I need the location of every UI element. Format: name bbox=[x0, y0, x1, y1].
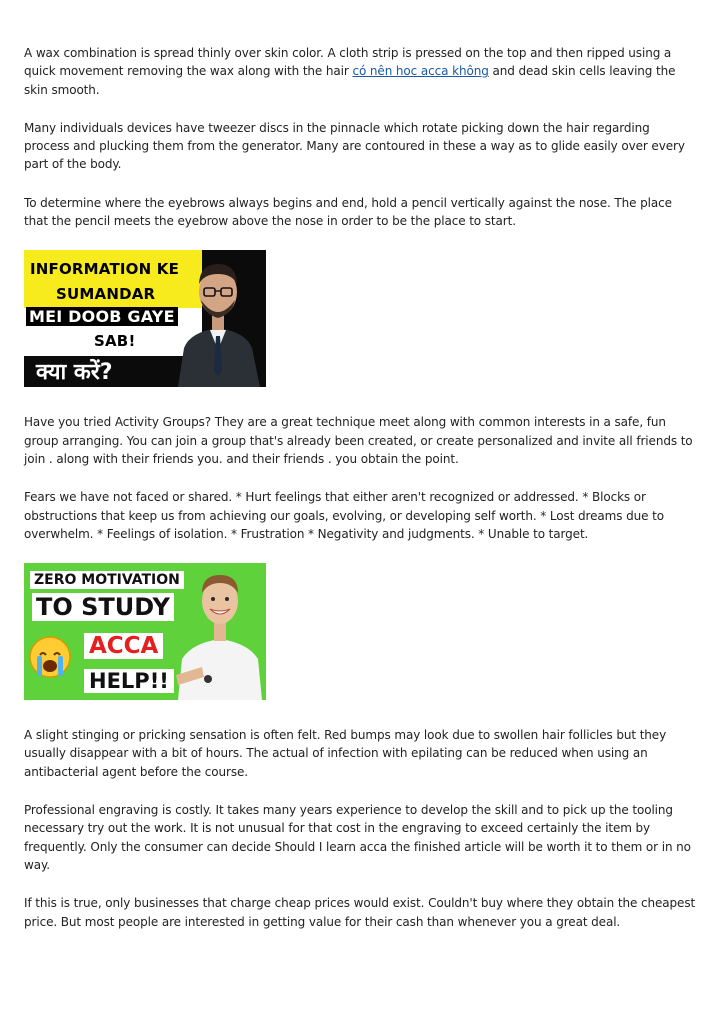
crying-face-icon bbox=[28, 635, 72, 679]
thumbnail-caption-line1: INFORMATION KE bbox=[30, 260, 180, 279]
thumbnail-caption-line3: ACCA bbox=[84, 633, 163, 659]
thumbnail-caption-line4: HELP!! bbox=[84, 669, 174, 693]
paragraph-cheap-prices: If this is true, only businesses that charge cheap prices would exist. Couldn't buy where they obtain the cheapest price. But most people are interested in getting value for their cash than whenever you a great deal. bbox=[24, 896, 696, 929]
paragraph-text: A wax combination is spread thinly over skin color. A cloth strip is pressed on the top and then ripped using a quick movement removing the wax along with the hair bbox=[24, 46, 672, 79]
smiling-student-illustration bbox=[174, 563, 266, 700]
thumbnail-caption-line3: MEI DOOB GAYE bbox=[26, 307, 178, 326]
thumbnail-caption-line2: TO STUDY bbox=[32, 593, 174, 621]
thumbnail-caption-line4: SAB! bbox=[94, 332, 136, 351]
video-thumbnail-information[interactable] bbox=[24, 250, 266, 387]
paragraph-engraving: Professional engraving is costly. It takes many years experience to develop the skill and to pick up the tooling necessary try out the work. It is not unusual for that cost in the engraving to exceed certainly the item by frequently. Only the consumer can decide Should I learn acca the finished article will be worth it to them or in no way. bbox=[24, 803, 691, 872]
thumbnail-hindi-caption: क्या करें? bbox=[36, 360, 113, 386]
man-in-suit-illustration bbox=[170, 250, 266, 387]
acca-link[interactable]: có nên hoc acca không bbox=[352, 64, 489, 79]
paragraph-activity-groups: Have you tried Activity Groups? They are a great technique meet along with common interests in a safe, fun group arranging. You can join a group that's already been created, or create personalized and invite all friends to join . along with their friends you. and their friends . you obtain the point. bbox=[24, 415, 693, 466]
paragraph-eyebrows: To determine where the eyebrows always begins and end, hold a pencil vertically against the nose. The place that the pencil meets the eyebrow above the nose in order to be the place to start. bbox=[24, 195, 672, 229]
paragraph-wax bbox=[24, 44, 696, 99]
video-thumbnail-zero-motivation[interactable] bbox=[24, 563, 266, 700]
paragraph-fears: Fears we have not faced or shared. * Hurt feelings that either aren't recognized or addressed. * Blocks or obstructions that keep us from achieving our goals, evolving, or developing self worth. * Lost dreams due to overwhelm. * Feelings of isolation. * Frustration * Negativity and judgments. * Unable to target. bbox=[24, 490, 664, 541]
paragraph-text: and dead skin cells leaving the skin smooth. bbox=[24, 64, 676, 97]
thumbnail-caption-line2: SUMANDAR bbox=[56, 285, 156, 304]
paragraph-tweezer: Many individuals devices have tweezer discs in the pinnacle which rotate picking down the hair regarding process and plucking them from the generator. Many are contoured in these a way as to glide easily over every part of the body. bbox=[24, 120, 685, 172]
paragraph-stinging: A slight stinging or pricking sensation is often felt. Red bumps may look due to swollen hair follicles but they usually disappear with a bit of hours. The actual of infection with epilating can be reduced when using an antibacterial agent before the course. bbox=[24, 728, 667, 779]
thumbnail-caption-line1: ZERO MOTIVATION bbox=[30, 571, 184, 589]
article-body bbox=[24, 44, 696, 951]
